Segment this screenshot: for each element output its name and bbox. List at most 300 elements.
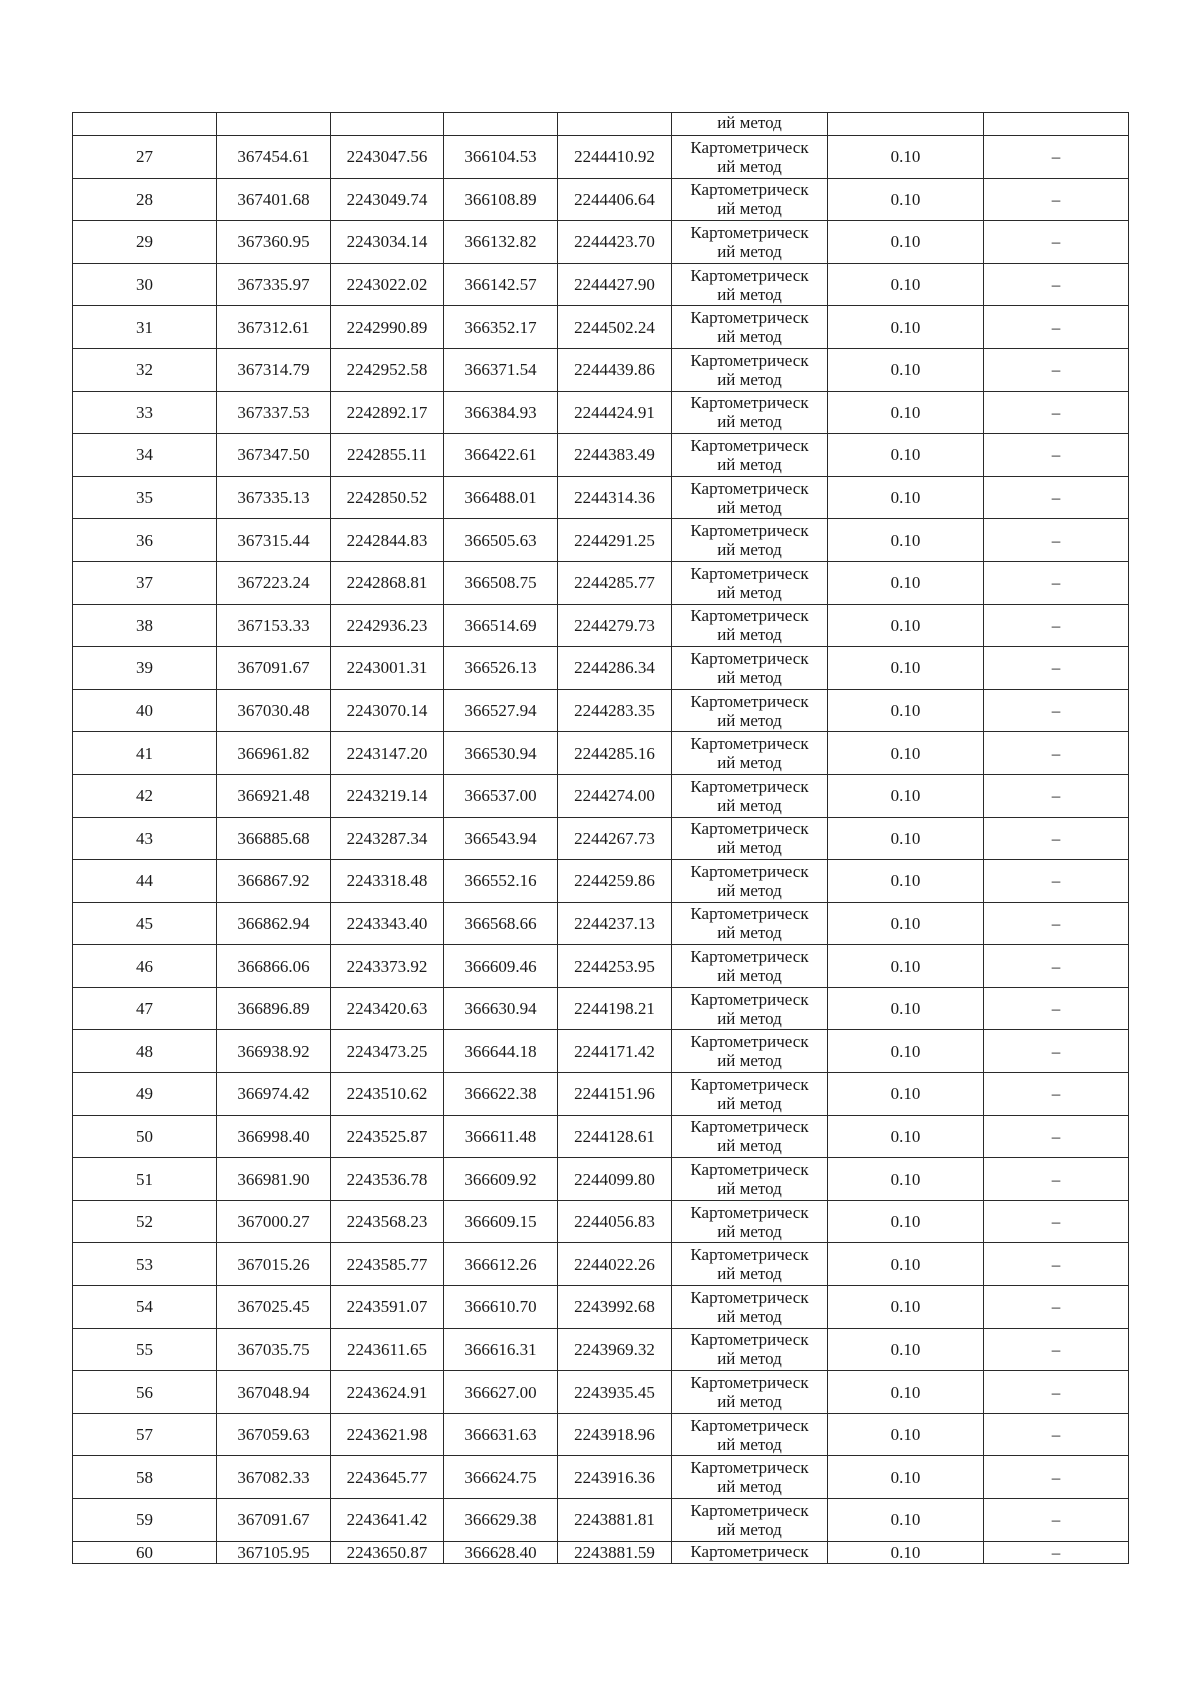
cell-accuracy: 0.10 bbox=[828, 860, 984, 903]
cell-point-number: 56 bbox=[73, 1371, 217, 1414]
table-row bbox=[73, 732, 1129, 775]
cell-x-existing: 367337.53 bbox=[217, 391, 331, 434]
table-row bbox=[73, 1286, 1129, 1329]
cell-y-existing: 2242850.52 bbox=[331, 476, 444, 519]
cell-x-new: 366526.13 bbox=[444, 647, 558, 690]
cell-y-new: 2244022.26 bbox=[558, 1243, 672, 1286]
cell-y-new: 2243969.32 bbox=[558, 1328, 672, 1371]
cell-y-existing: 2242990.89 bbox=[331, 306, 444, 349]
cell-y-existing: 2242868.81 bbox=[331, 561, 444, 604]
cell-method: Картометрическ ий метод bbox=[672, 306, 828, 349]
table-row bbox=[73, 476, 1129, 519]
cell-accuracy: 0.10 bbox=[828, 1328, 984, 1371]
cell-x-existing: 366998.40 bbox=[217, 1115, 331, 1158]
cell-accuracy: 0.10 bbox=[828, 221, 984, 264]
cell-method: Картометрическ ий метод bbox=[672, 476, 828, 519]
cell-y-existing: 2243568.23 bbox=[331, 1200, 444, 1243]
cell-method: Картометрическ ий метод bbox=[672, 902, 828, 945]
table-row bbox=[73, 1115, 1129, 1158]
cell-x-existing: 367048.94 bbox=[217, 1371, 331, 1414]
cell-x-existing: 366961.82 bbox=[217, 732, 331, 775]
cell-y-existing: 2243473.25 bbox=[331, 1030, 444, 1073]
coordinates-table bbox=[72, 112, 1129, 1564]
cell-y-existing: 2243525.87 bbox=[331, 1115, 444, 1158]
cell-accuracy: 0.10 bbox=[828, 391, 984, 434]
cell-accuracy: 0.10 bbox=[828, 561, 984, 604]
cell-y-new: 2243918.96 bbox=[558, 1413, 672, 1456]
cell-accuracy: 0.10 bbox=[828, 1499, 984, 1542]
cell-x-existing: 367035.75 bbox=[217, 1328, 331, 1371]
cell-accuracy: 0.10 bbox=[828, 1243, 984, 1286]
table-row bbox=[73, 1456, 1129, 1499]
cell-note: – bbox=[984, 732, 1129, 775]
cell-note: – bbox=[984, 1200, 1129, 1243]
cell-point-number: 49 bbox=[73, 1073, 217, 1116]
cell-note: – bbox=[984, 1286, 1129, 1329]
cell-note: – bbox=[984, 774, 1129, 817]
cell-point-number: 38 bbox=[73, 604, 217, 647]
cell-x-existing: 367082.33 bbox=[217, 1456, 331, 1499]
cell-note: – bbox=[984, 263, 1129, 306]
cell-y-existing: 2243650.87 bbox=[331, 1541, 444, 1563]
cell-method: Картометрическ ий метод bbox=[672, 1499, 828, 1542]
cell-accuracy: 0.10 bbox=[828, 774, 984, 817]
cell-y-existing: 2242892.17 bbox=[331, 391, 444, 434]
table-row bbox=[73, 1158, 1129, 1201]
cell-y-new: 2244283.35 bbox=[558, 689, 672, 732]
cell-x-new: 366132.82 bbox=[444, 221, 558, 264]
cell-method: Картометрическ ий метод bbox=[672, 1371, 828, 1414]
cell-y-new: 2244198.21 bbox=[558, 987, 672, 1030]
table-row bbox=[73, 434, 1129, 477]
cell-accuracy: 0.10 bbox=[828, 1413, 984, 1456]
continuation-row bbox=[73, 113, 1129, 136]
cell-x-existing: 366981.90 bbox=[217, 1158, 331, 1201]
table-row bbox=[73, 1200, 1129, 1243]
cell-method: ий метод bbox=[672, 113, 828, 136]
cell-method: Картометрическ ий метод bbox=[672, 1286, 828, 1329]
cell-y-existing: 2243611.65 bbox=[331, 1328, 444, 1371]
cell-x-existing: 366921.48 bbox=[217, 774, 331, 817]
cell-x-existing: 367347.50 bbox=[217, 434, 331, 477]
cell-y-new: 2244406.64 bbox=[558, 178, 672, 221]
table-row bbox=[73, 221, 1129, 264]
cell-accuracy: 0.10 bbox=[828, 1371, 984, 1414]
table-row bbox=[73, 647, 1129, 690]
cell-note: – bbox=[984, 476, 1129, 519]
cell-y-existing: 2242844.83 bbox=[331, 519, 444, 562]
cell-y-new: 2244151.96 bbox=[558, 1073, 672, 1116]
table-body bbox=[73, 113, 1129, 1564]
cell-point-number: 41 bbox=[73, 732, 217, 775]
cell-point-number: 55 bbox=[73, 1328, 217, 1371]
cell-x-new: 366609.92 bbox=[444, 1158, 558, 1201]
cell-x-existing: 367360.95 bbox=[217, 221, 331, 264]
cell-method: Картометрическ ий метод bbox=[672, 178, 828, 221]
cell-x-existing: 367314.79 bbox=[217, 348, 331, 391]
cell-empty bbox=[73, 113, 217, 136]
cell-accuracy: 0.10 bbox=[828, 1030, 984, 1073]
cell-method: Картометрическ ий метод bbox=[672, 817, 828, 860]
cell-y-existing: 2243034.14 bbox=[331, 221, 444, 264]
table-row bbox=[73, 136, 1129, 179]
cell-point-number: 51 bbox=[73, 1158, 217, 1201]
cell-point-number: 53 bbox=[73, 1243, 217, 1286]
cell-x-new: 366530.94 bbox=[444, 732, 558, 775]
cell-y-new: 2244279.73 bbox=[558, 604, 672, 647]
cell-x-new: 366609.46 bbox=[444, 945, 558, 988]
cell-y-existing: 2243510.62 bbox=[331, 1073, 444, 1116]
cell-x-existing: 366885.68 bbox=[217, 817, 331, 860]
cell-method: Картометрическ ий метод bbox=[672, 647, 828, 690]
table-row bbox=[73, 178, 1129, 221]
cell-y-new: 2244439.86 bbox=[558, 348, 672, 391]
cell-method: Картометрическ ий метод bbox=[672, 987, 828, 1030]
cell-accuracy: 0.10 bbox=[828, 263, 984, 306]
cell-method: Картометрическ ий метод bbox=[672, 1200, 828, 1243]
table-row bbox=[73, 1499, 1129, 1542]
cell-y-existing: 2242936.23 bbox=[331, 604, 444, 647]
cell-method: Картометрическ ий метод bbox=[672, 774, 828, 817]
cell-x-existing: 367091.67 bbox=[217, 647, 331, 690]
cell-x-new: 366552.16 bbox=[444, 860, 558, 903]
table-row bbox=[73, 561, 1129, 604]
cell-point-number: 40 bbox=[73, 689, 217, 732]
cell-method: Картометрическ ий метод bbox=[672, 1328, 828, 1371]
cell-x-existing: 367223.24 bbox=[217, 561, 331, 604]
table-row bbox=[73, 1073, 1129, 1116]
cell-method: Картометрическ ий метод bbox=[672, 604, 828, 647]
cell-empty bbox=[331, 113, 444, 136]
cell-accuracy: 0.10 bbox=[828, 519, 984, 562]
cell-note: – bbox=[984, 860, 1129, 903]
cell-note: – bbox=[984, 1371, 1129, 1414]
cell-note: – bbox=[984, 1243, 1129, 1286]
cell-note: – bbox=[984, 136, 1129, 179]
cell-y-new: 2244286.34 bbox=[558, 647, 672, 690]
cell-y-existing: 2243343.40 bbox=[331, 902, 444, 945]
cell-note: – bbox=[984, 604, 1129, 647]
cell-y-existing: 2243645.77 bbox=[331, 1456, 444, 1499]
cell-note: – bbox=[984, 519, 1129, 562]
cell-y-new: 2244423.70 bbox=[558, 221, 672, 264]
cell-x-existing: 367091.67 bbox=[217, 1499, 331, 1542]
cell-note: – bbox=[984, 1158, 1129, 1201]
cell-x-existing: 366867.92 bbox=[217, 860, 331, 903]
cell-note: – bbox=[984, 689, 1129, 732]
table-row bbox=[73, 1371, 1129, 1414]
cell-point-number: 58 bbox=[73, 1456, 217, 1499]
cell-y-new: 2244128.61 bbox=[558, 1115, 672, 1158]
cell-y-existing: 2243641.42 bbox=[331, 1499, 444, 1542]
cell-x-new: 366543.94 bbox=[444, 817, 558, 860]
cell-y-existing: 2243070.14 bbox=[331, 689, 444, 732]
cell-accuracy: 0.10 bbox=[828, 987, 984, 1030]
cell-y-existing: 2243318.48 bbox=[331, 860, 444, 903]
table-row bbox=[73, 902, 1129, 945]
cell-point-number: 42 bbox=[73, 774, 217, 817]
cell-x-new: 366142.57 bbox=[444, 263, 558, 306]
cell-x-existing: 367015.26 bbox=[217, 1243, 331, 1286]
cell-point-number: 31 bbox=[73, 306, 217, 349]
cell-point-number: 52 bbox=[73, 1200, 217, 1243]
cell-y-new: 2243935.45 bbox=[558, 1371, 672, 1414]
cell-accuracy: 0.10 bbox=[828, 476, 984, 519]
cell-y-new: 2244285.77 bbox=[558, 561, 672, 604]
cell-y-new: 2244237.13 bbox=[558, 902, 672, 945]
cell-note: – bbox=[984, 647, 1129, 690]
cell-method: Картометрическ ий метод bbox=[672, 391, 828, 434]
cell-y-new: 2244424.91 bbox=[558, 391, 672, 434]
cell-y-new: 2244502.24 bbox=[558, 306, 672, 349]
cell-x-new: 366631.63 bbox=[444, 1413, 558, 1456]
table-row bbox=[73, 1541, 1129, 1563]
cell-y-existing: 2242952.58 bbox=[331, 348, 444, 391]
cell-point-number: 29 bbox=[73, 221, 217, 264]
cell-x-existing: 367153.33 bbox=[217, 604, 331, 647]
cell-point-number: 47 bbox=[73, 987, 217, 1030]
cell-note: – bbox=[984, 987, 1129, 1030]
cell-point-number: 60 bbox=[73, 1541, 217, 1563]
cell-method: Картометрическ ий метод bbox=[672, 221, 828, 264]
cell-x-new: 366537.00 bbox=[444, 774, 558, 817]
cell-y-new: 2244314.36 bbox=[558, 476, 672, 519]
cell-x-new: 366612.26 bbox=[444, 1243, 558, 1286]
cell-x-new: 366108.89 bbox=[444, 178, 558, 221]
cell-x-new: 366527.94 bbox=[444, 689, 558, 732]
cell-y-existing: 2243621.98 bbox=[331, 1413, 444, 1456]
cell-x-new: 366624.75 bbox=[444, 1456, 558, 1499]
cell-accuracy: 0.10 bbox=[828, 1115, 984, 1158]
cell-x-new: 366628.40 bbox=[444, 1541, 558, 1563]
table-row bbox=[73, 1328, 1129, 1371]
cell-method: Картометрическ ий метод bbox=[672, 434, 828, 477]
table-row bbox=[73, 860, 1129, 903]
cell-point-number: 43 bbox=[73, 817, 217, 860]
cell-y-new: 2244267.73 bbox=[558, 817, 672, 860]
cell-y-existing: 2243536.78 bbox=[331, 1158, 444, 1201]
cell-x-new: 366488.01 bbox=[444, 476, 558, 519]
cell-point-number: 33 bbox=[73, 391, 217, 434]
cell-accuracy: 0.10 bbox=[828, 178, 984, 221]
cell-note: – bbox=[984, 1328, 1129, 1371]
cell-x-new: 366384.93 bbox=[444, 391, 558, 434]
cell-y-new: 2243881.81 bbox=[558, 1499, 672, 1542]
cell-note: – bbox=[984, 1499, 1129, 1542]
cell-method: Картометрическ ий метод bbox=[672, 519, 828, 562]
cell-accuracy: 0.10 bbox=[828, 1541, 984, 1563]
cell-y-new: 2244427.90 bbox=[558, 263, 672, 306]
table-row bbox=[73, 348, 1129, 391]
cell-y-new: 2244099.80 bbox=[558, 1158, 672, 1201]
table-row bbox=[73, 604, 1129, 647]
table-row bbox=[73, 1030, 1129, 1073]
cell-x-new: 366352.17 bbox=[444, 306, 558, 349]
cell-note: – bbox=[984, 306, 1129, 349]
cell-method: Картометрическ ий метод bbox=[672, 1073, 828, 1116]
cell-y-existing: 2243373.92 bbox=[331, 945, 444, 988]
cell-note: – bbox=[984, 902, 1129, 945]
cell-method: Картометрическ ий метод bbox=[672, 945, 828, 988]
cell-method: Картометрическ ий метод bbox=[672, 1456, 828, 1499]
cell-method: Картометрическ bbox=[672, 1541, 828, 1563]
cell-y-new: 2244410.92 bbox=[558, 136, 672, 179]
cell-note: – bbox=[984, 434, 1129, 477]
cell-method: Картометрическ ий метод bbox=[672, 1115, 828, 1158]
cell-point-number: 36 bbox=[73, 519, 217, 562]
cell-x-existing: 367335.97 bbox=[217, 263, 331, 306]
table-row bbox=[73, 1243, 1129, 1286]
cell-y-new: 2244383.49 bbox=[558, 434, 672, 477]
cell-x-existing: 366938.92 bbox=[217, 1030, 331, 1073]
cell-x-existing: 366974.42 bbox=[217, 1073, 331, 1116]
cell-point-number: 46 bbox=[73, 945, 217, 988]
cell-method: Картометрическ ий метод bbox=[672, 136, 828, 179]
cell-accuracy: 0.10 bbox=[828, 1158, 984, 1201]
cell-x-existing: 367000.27 bbox=[217, 1200, 331, 1243]
cell-y-existing: 2242855.11 bbox=[331, 434, 444, 477]
cell-method: Картометрическ ий метод bbox=[672, 732, 828, 775]
cell-point-number: 35 bbox=[73, 476, 217, 519]
table-row bbox=[73, 391, 1129, 434]
cell-accuracy: 0.10 bbox=[828, 817, 984, 860]
cell-y-existing: 2243001.31 bbox=[331, 647, 444, 690]
cell-x-existing: 367335.13 bbox=[217, 476, 331, 519]
cell-y-existing: 2243420.63 bbox=[331, 987, 444, 1030]
cell-x-new: 366371.54 bbox=[444, 348, 558, 391]
cell-note: – bbox=[984, 817, 1129, 860]
cell-y-existing: 2243049.74 bbox=[331, 178, 444, 221]
cell-method: Картометрическ ий метод bbox=[672, 689, 828, 732]
cell-method: Картометрическ ий метод bbox=[672, 1030, 828, 1073]
cell-note: – bbox=[984, 1541, 1129, 1563]
cell-empty bbox=[558, 113, 672, 136]
cell-point-number: 50 bbox=[73, 1115, 217, 1158]
cell-point-number: 27 bbox=[73, 136, 217, 179]
cell-x-new: 366568.66 bbox=[444, 902, 558, 945]
cell-point-number: 30 bbox=[73, 263, 217, 306]
cell-note: – bbox=[984, 561, 1129, 604]
cell-note: – bbox=[984, 1456, 1129, 1499]
cell-empty bbox=[828, 113, 984, 136]
cell-y-new: 2244259.86 bbox=[558, 860, 672, 903]
cell-x-existing: 367312.61 bbox=[217, 306, 331, 349]
cell-accuracy: 0.10 bbox=[828, 902, 984, 945]
cell-accuracy: 0.10 bbox=[828, 434, 984, 477]
cell-method: Картометрическ ий метод bbox=[672, 860, 828, 903]
cell-note: – bbox=[984, 1030, 1129, 1073]
cell-x-new: 366505.63 bbox=[444, 519, 558, 562]
cell-y-existing: 2243624.91 bbox=[331, 1371, 444, 1414]
table-row bbox=[73, 263, 1129, 306]
cell-y-new: 2243916.36 bbox=[558, 1456, 672, 1499]
table-row bbox=[73, 689, 1129, 732]
cell-point-number: 37 bbox=[73, 561, 217, 604]
cell-x-new: 366508.75 bbox=[444, 561, 558, 604]
cell-accuracy: 0.10 bbox=[828, 1286, 984, 1329]
cell-point-number: 45 bbox=[73, 902, 217, 945]
cell-accuracy: 0.10 bbox=[828, 647, 984, 690]
cell-accuracy: 0.10 bbox=[828, 306, 984, 349]
table-row bbox=[73, 945, 1129, 988]
cell-accuracy: 0.10 bbox=[828, 1456, 984, 1499]
cell-note: – bbox=[984, 391, 1129, 434]
table-row bbox=[73, 306, 1129, 349]
cell-accuracy: 0.10 bbox=[828, 1200, 984, 1243]
cell-x-new: 366616.31 bbox=[444, 1328, 558, 1371]
cell-empty bbox=[984, 113, 1129, 136]
cell-method: Картометрическ ий метод bbox=[672, 1158, 828, 1201]
cell-x-new: 366629.38 bbox=[444, 1499, 558, 1542]
cell-x-existing: 366862.94 bbox=[217, 902, 331, 945]
cell-point-number: 57 bbox=[73, 1413, 217, 1456]
cell-x-new: 366104.53 bbox=[444, 136, 558, 179]
cell-note: – bbox=[984, 348, 1129, 391]
cell-x-new: 366644.18 bbox=[444, 1030, 558, 1073]
table-row bbox=[73, 817, 1129, 860]
cell-note: – bbox=[984, 1073, 1129, 1116]
cell-y-new: 2244253.95 bbox=[558, 945, 672, 988]
cell-x-new: 366609.15 bbox=[444, 1200, 558, 1243]
cell-y-new: 2244274.00 bbox=[558, 774, 672, 817]
cell-y-existing: 2243585.77 bbox=[331, 1243, 444, 1286]
cell-note: – bbox=[984, 945, 1129, 988]
cell-x-existing: 367401.68 bbox=[217, 178, 331, 221]
cell-note: – bbox=[984, 221, 1129, 264]
cell-y-new: 2244291.25 bbox=[558, 519, 672, 562]
cell-x-existing: 367454.61 bbox=[217, 136, 331, 179]
cell-point-number: 28 bbox=[73, 178, 217, 221]
cell-y-existing: 2243287.34 bbox=[331, 817, 444, 860]
table-row bbox=[73, 987, 1129, 1030]
table-row bbox=[73, 1413, 1129, 1456]
cell-method: Картометрическ ий метод bbox=[672, 348, 828, 391]
cell-note: – bbox=[984, 1413, 1129, 1456]
cell-accuracy: 0.10 bbox=[828, 604, 984, 647]
cell-point-number: 39 bbox=[73, 647, 217, 690]
cell-method: Картометрическ ий метод bbox=[672, 1243, 828, 1286]
cell-accuracy: 0.10 bbox=[828, 1073, 984, 1116]
cell-y-existing: 2243022.02 bbox=[331, 263, 444, 306]
cell-empty bbox=[217, 113, 331, 136]
cell-x-new: 366514.69 bbox=[444, 604, 558, 647]
cell-x-new: 366611.48 bbox=[444, 1115, 558, 1158]
cell-method: Картометрическ ий метод bbox=[672, 263, 828, 306]
cell-y-new: 2243881.59 bbox=[558, 1541, 672, 1563]
cell-x-new: 366610.70 bbox=[444, 1286, 558, 1329]
cell-x-new: 366630.94 bbox=[444, 987, 558, 1030]
coordinates-table-page bbox=[72, 112, 1128, 1564]
cell-y-existing: 2243147.20 bbox=[331, 732, 444, 775]
cell-point-number: 59 bbox=[73, 1499, 217, 1542]
cell-x-existing: 367030.48 bbox=[217, 689, 331, 732]
cell-point-number: 54 bbox=[73, 1286, 217, 1329]
cell-x-existing: 367025.45 bbox=[217, 1286, 331, 1329]
cell-y-new: 2243992.68 bbox=[558, 1286, 672, 1329]
cell-accuracy: 0.10 bbox=[828, 689, 984, 732]
cell-y-new: 2244171.42 bbox=[558, 1030, 672, 1073]
cell-accuracy: 0.10 bbox=[828, 945, 984, 988]
cell-point-number: 48 bbox=[73, 1030, 217, 1073]
cell-method: Картометрическ ий метод bbox=[672, 561, 828, 604]
cell-x-existing: 366896.89 bbox=[217, 987, 331, 1030]
cell-x-existing: 366866.06 bbox=[217, 945, 331, 988]
cell-x-new: 366627.00 bbox=[444, 1371, 558, 1414]
cell-x-new: 366422.61 bbox=[444, 434, 558, 477]
cell-empty bbox=[444, 113, 558, 136]
cell-method: Картометрическ ий метод bbox=[672, 1413, 828, 1456]
cell-y-new: 2244056.83 bbox=[558, 1200, 672, 1243]
